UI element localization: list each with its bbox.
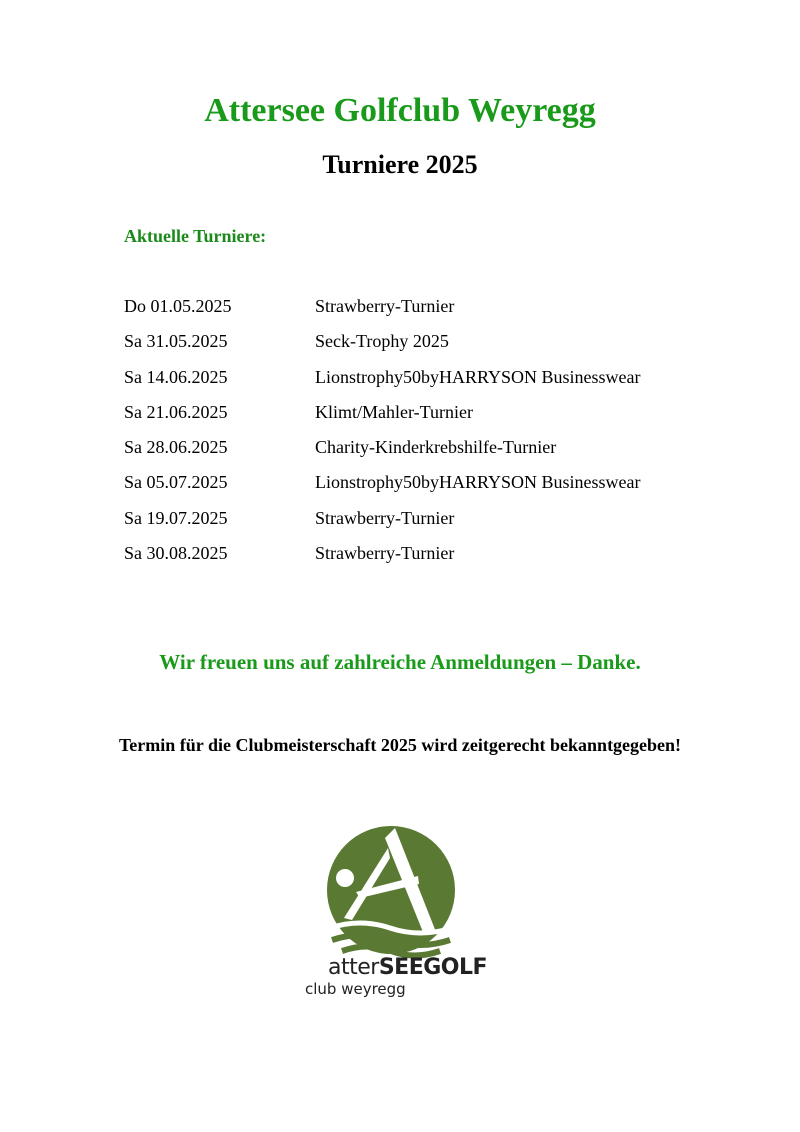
logo-subtext: club weyregg [305,980,406,998]
event-date: Sa 19.07.2025 [124,507,228,528]
event-date: Sa 28.06.2025 [124,437,228,458]
event-row [124,541,724,576]
page-subtitle: Turniere 2025 [322,150,478,179]
event-name: Charity-Kinderkrebshilfe-Turnier [315,437,557,458]
event-name: Strawberry-Turnier [315,507,455,528]
thanks-message: Wir freuen uns auf zahlreiche Anmeldungen – Danke. [159,650,641,674]
event-row [124,435,724,470]
event-row [124,470,724,505]
event-date: Sa 30.08.2025 [124,543,228,564]
event-row [124,365,724,400]
event-date: Sa 21.06.2025 [124,401,228,422]
event-date: Sa 31.05.2025 [124,331,228,352]
event-row [124,506,724,541]
page-title: Attersee Golfclub Weyregg [204,92,596,129]
event-row [124,294,724,329]
event-name: Strawberry-Turnier [315,296,455,316]
event-row [124,400,724,435]
events-list [124,294,724,576]
event-row [124,329,724,364]
event-name: Lionstrophy50byHARRYSON Businesswear [315,366,641,387]
event-name: Seck-Trophy 2025 [315,331,449,352]
event-name: Klimt/Mahler-Turnier [315,401,473,422]
logo-wordmark-light: atter [328,955,379,980]
event-date: Do 01.05.2025 [124,296,232,316]
clubmeisterschaft-notice: Termin für die Clubmeisterschaft 2025 wird zeitgerecht bekanntgegeben! [118,735,682,755]
logo-wordmark [328,955,487,980]
event-name: Lionstrophy50byHARRYSON Businesswear [315,472,641,493]
section-label: Aktuelle Turniere: [124,226,267,246]
logo-wordmark-bold: SEEGOLF [378,955,488,980]
event-date: Sa 05.07.2025 [124,472,228,493]
event-name: Strawberry-Turnier [315,543,455,564]
event-date: Sa 14.06.2025 [124,366,228,387]
